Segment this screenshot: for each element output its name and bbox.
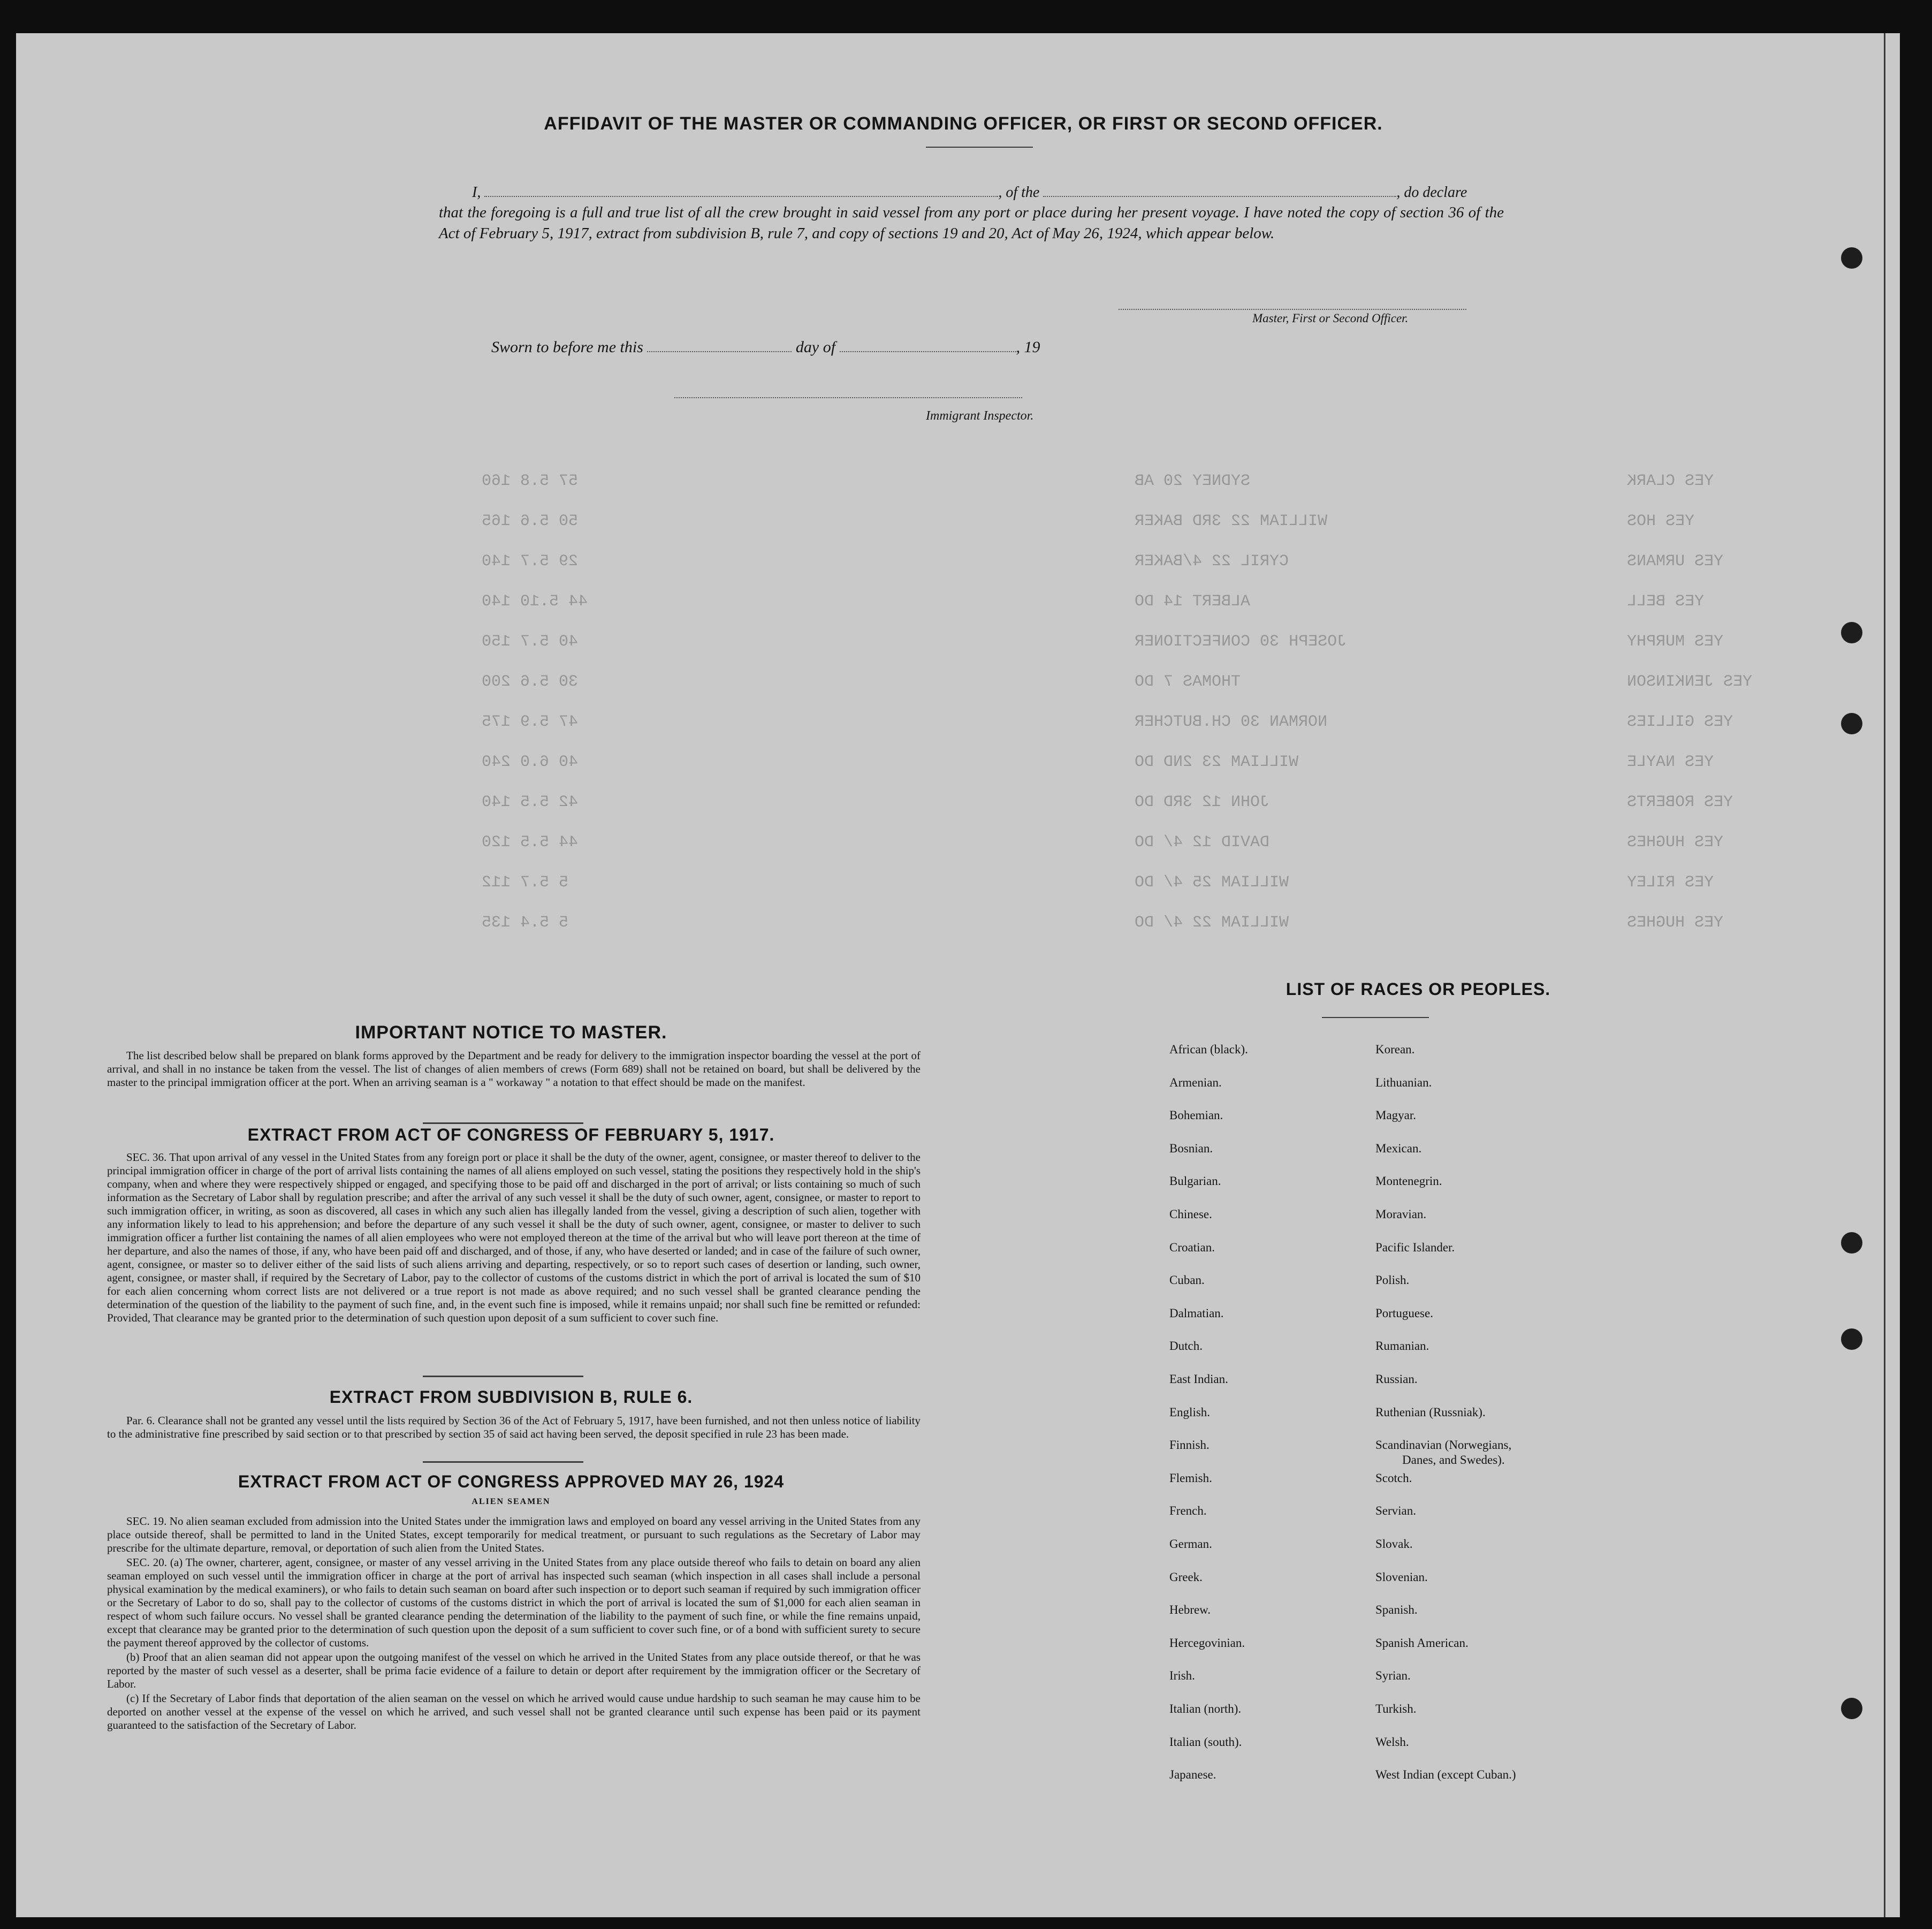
extract-1924-sec20a: SEC. 20. (a) The owner, charterer, agent, consignee, or master of any vessel arriving in the United States from any place outside thereof who fails to detain on board any alien seaman employed on such vessel until the immigration officer in charge at the port of arrival has inspected such seaman (which inspection in all cases shall include a personal physical examination by the medical examiners), or who fails to detain such seaman on board after such inspection or to deport such seaman if required by such immigration officer or the Secretary of Labor to do so, shall pay to the collector of customs of the customs district in which the port of arrival is located the sum of $1,000 for each alien seaman in respect of whom such failure occurs. No vessel shall be granted clearance pending the determination of the liability to the payment of such fine, or while the fine remains unpaid, except that clearance may be granted prior to the determination of such question upon the deposit of a sum sufficient to cover such fine, or of a bond with sufficient surety to secure the payment thereof approved by the collector of customs.: [107, 1556, 921, 1649]
bleed-through-text: WILLIAM 22 4/ DO: [1135, 914, 1289, 932]
notice-title: IMPORTANT NOTICE TO MASTER.: [355, 1022, 667, 1043]
bleed-through-text: 44 5.5 120: [482, 833, 579, 852]
manifest-page: [16, 33, 1900, 1917]
bleed-through-text: SYDNEY 20 AB: [1135, 472, 1251, 490]
extract-1924-title: EXTRACT FROM ACT OF CONGRESS APPROVED MAY 26, 1924: [238, 1472, 785, 1491]
notice-rule: [423, 1122, 583, 1124]
vessel-name-field[interactable]: [1043, 182, 1396, 197]
extract-rule6-text: Par. 6. Clearance shall not be granted any vessel until the lists required by Section 36 of the Act of February 5, 1917, have been furnished, and not then unless notice of liability to the administrative fine prescribed by said section or to that prescribed by section 35 of said act having been served, the deposit specified in rule 23 has been made.: [107, 1414, 921, 1440]
extract-1924-text: [107, 1515, 921, 1733]
sworn-line: [491, 337, 1040, 356]
race-item: Italian (south).: [1169, 1735, 1242, 1749]
bleed-through-text: 29 5.7 140: [482, 552, 579, 571]
bleed-through-text: WILLIAM 25 4/ DO: [1135, 874, 1289, 892]
right-margin-rule: [1884, 33, 1885, 1917]
extract-1924-subtitle: ALIEN SEAMEN: [471, 1497, 551, 1506]
race-item: Magyar.: [1375, 1108, 1417, 1122]
sworn-day-field[interactable]: [647, 337, 792, 352]
signature-line[interactable]: [1119, 309, 1466, 310]
bleed-through-text: 44 5.10 140: [482, 593, 588, 611]
race-item: Japanese.: [1169, 1768, 1216, 1782]
race-item: Polish.: [1375, 1273, 1410, 1287]
bleed-through-text: NORMAN 30 CH.BUTCHER: [1135, 713, 1328, 731]
bleed-through-text: YES HOS: [1627, 512, 1695, 530]
race-item: Bohemian.: [1169, 1108, 1223, 1122]
race-item: Welsh.: [1375, 1735, 1409, 1749]
race-item: Spanish.: [1375, 1603, 1418, 1617]
bleed-through-text: YES ROBERTS: [1627, 793, 1733, 811]
declarant-name-field[interactable]: [484, 182, 998, 197]
signature-label: Master, First or Second Officer.: [1252, 312, 1409, 325]
bleed-through-text: 40 5.7 150: [482, 633, 579, 651]
race-item: Scandinavian (Norwegians,: [1375, 1438, 1512, 1452]
race-item: Finnish.: [1169, 1438, 1210, 1452]
race-item: Slovak.: [1375, 1537, 1413, 1551]
race-item: Mexican.: [1375, 1141, 1422, 1155]
race-item: Turkish.: [1375, 1702, 1417, 1715]
race-item: Flemish.: [1169, 1471, 1212, 1485]
bleed-through-text: JOSEPH 30 CONFECTIONER: [1135, 633, 1347, 651]
inspector-signature-line[interactable]: [674, 397, 1022, 398]
punch-hole: [1841, 622, 1862, 643]
race-item: Spanish American.: [1375, 1636, 1469, 1650]
race-item: Slovenian.: [1375, 1570, 1428, 1584]
bleed-through-text: 57 5.8 160: [482, 472, 579, 490]
race-item: Russian.: [1375, 1372, 1418, 1386]
extract-1924-sec20c: (c) If the Secretary of Labor finds that deportation of the alien seaman on the vessel on which he arrived would cause undue hardship to such seaman he may cause him to be deported on another vessel at the expense of the vessel on which he arrived, and such vessel shall not be granted clearance until such expense has been paid or its payment guaranteed to the satisfaction of the Secretary of Labor.: [107, 1692, 921, 1731]
extract-1924-sec20b: (b) Proof that an alien seaman did not appear upon the outgoing manifest of the vessel on which he arrived in the United States from any place outside thereof, or that he was reported by the master of such vessel as a deserter, shall be prima facie evidence of a failure to detain or deport after requirement by the immigration officer or the Secretary of Labor.: [107, 1651, 921, 1690]
race-item: Scotch.: [1375, 1471, 1412, 1485]
bleed-through-text: ALBERT 14 DO: [1135, 593, 1251, 611]
declare-suffix: , do declare: [1396, 184, 1467, 201]
races-title: LIST OF RACES OR PEOPLES.: [1286, 979, 1551, 999]
race-item: Chinese.: [1169, 1207, 1212, 1221]
extract-1917-rule: [423, 1376, 583, 1377]
extract-rule6-title: EXTRACT FROM SUBDIVISION B, RULE 6.: [329, 1387, 693, 1407]
bleed-through-text: CYRIL 22 4/BAKER: [1135, 552, 1289, 571]
race-item: Rumanian.: [1375, 1339, 1429, 1353]
bleed-through-text: YES MURPHY: [1627, 633, 1724, 651]
extract-rule6-rule: [423, 1461, 583, 1463]
race-item: Armenian.: [1169, 1075, 1222, 1089]
race-item: Irish.: [1169, 1669, 1195, 1683]
race-item: German.: [1169, 1537, 1212, 1551]
race-item: Bosnian.: [1169, 1141, 1213, 1155]
race-item: Portuguese.: [1375, 1306, 1433, 1320]
race-item: West Indian (except Cuban.): [1375, 1768, 1516, 1782]
bleed-through-text: 42 5.5 140: [482, 793, 579, 811]
bleed-through-text: WILLIAM 23 2ND DO: [1135, 753, 1299, 771]
punch-hole: [1841, 1328, 1862, 1350]
race-item: African (black).: [1169, 1043, 1248, 1056]
sworn-day-of: day of: [795, 338, 836, 356]
race-item: East Indian.: [1169, 1372, 1228, 1386]
extract-1917-text: SEC. 36. That upon arrival of any vessel in the United States from any foreign port or place it shall be the duty of the owner, agent, consignee, or master thereof to deliver to the principal immigration officer in charge of the port of arrival lists containing the names of all aliens employed on such vessel, stating the positions they respectively hold in the ship's company, when and where they were respectively shipped or engaged, and specifying those to be paid off and discharged in the port of arrival; or lists containing so much of such information as the Secretary of Labor shall by regulation prescribe; and after the arrival of any such vessel it shall be the duty of such owner, agent, consignee, or master to report to such immigration officer, in writing, as soon as discovered, all cases in which any such alien has illegally landed from the vessel, giving a description of such alien, together with any information likely to lead to his apprehension; and before the departure of any such vessel it shall be the duty of such owner, agent, consignee, or master to deliver to such immigration officer a further list containing the names of all alien employees who were not employed thereon at the time of the arrival but who will leave port thereon at the time of her departure, and also the names of those, if any, who have been paid off and discharged, and of those, if any, who have deserted or landed; and in case of the failure of such owner, agent, consignee, or master so to deliver either of the said lists of such aliens arriving and departing, respectively, or so to report such cases of desertion or landing, such owner, agent, consignee, or master shall, if required by the Secretary of Labor, pay to the collector of customs of the customs district in which the port of arrival is located the sum of $10 for each alien concerning whom correct lists are not delivered or a true report is not made as above required; and no such vessel shall be granted clearance pending the determination of the question of the liability to the payment of such fine, and, in the event such fine is imposed, while it remains unpaid; nor shall such fine be remitted or refunded: Provided, That clearance may be granted prior to the determination of such question upon deposit of a sum sufficient to cover such fine.: [107, 1151, 921, 1324]
race-item: Croatian.: [1169, 1240, 1215, 1254]
race-item: Lithuanian.: [1375, 1075, 1432, 1089]
extract-1917-title: EXTRACT FROM ACT OF CONGRESS OF FEBRUARY 5, 1917.: [247, 1125, 775, 1144]
bleed-through-text: YES HUGHES: [1627, 833, 1724, 852]
race-item: Montenegrin.: [1375, 1174, 1442, 1188]
race-item: English.: [1169, 1405, 1211, 1419]
race-item: Servian.: [1375, 1504, 1417, 1518]
declare-prefix: I,: [472, 184, 481, 201]
sworn-year: , 19: [1016, 338, 1040, 356]
bleed-through-text: 5 5.7 112: [482, 874, 569, 892]
race-item: French.: [1169, 1504, 1207, 1518]
bleed-through-text: 30 5.6 200: [482, 673, 579, 691]
punch-hole: [1841, 247, 1862, 269]
race-item: Bulgarian.: [1169, 1174, 1221, 1188]
inspector-label: Immigrant Inspector.: [926, 409, 1034, 423]
bleed-through-text: 47 5.9 175: [482, 713, 579, 731]
bleed-through-text: YES RILEY: [1627, 874, 1714, 892]
bleed-through-text: YES GILLIES: [1627, 713, 1733, 731]
race-item: Cuban.: [1169, 1273, 1205, 1287]
affidavit-title-rule: [926, 147, 1033, 148]
bleed-through-text: WILLIAM 22 3RD BAKER: [1135, 512, 1328, 530]
race-item: Dalmatian.: [1169, 1306, 1224, 1320]
bleed-through-text: 50 5.6 165: [482, 512, 579, 530]
affidavit-title: AFFIDAVIT OF THE MASTER OR COMMANDING OFFICER, OR FIRST OR SECOND OFFICER.: [544, 113, 1383, 134]
race-item: Italian (north).: [1169, 1702, 1242, 1715]
race-item: Korean.: [1375, 1043, 1415, 1056]
race-item: Greek.: [1169, 1570, 1203, 1584]
bleed-through-text: 5 5.4 135: [482, 914, 569, 932]
punch-hole: [1841, 1232, 1862, 1254]
race-item: Moravian.: [1375, 1207, 1427, 1221]
sworn-month-field[interactable]: [840, 337, 1016, 352]
bleed-through-text: YES CLARK: [1627, 472, 1714, 490]
notice-text: The list described below shall be prepared on blank forms approved by the Department and be ready for delivery to the immigration inspector boarding the vessel at the port of arrival, and shall in no instance be taken from the vessel. The list of changes of alien members of crews (Form 689) shall not be retained on board, but shall be delivered by the master to the principal immigration officer at the port. When an arriving seaman is a " workaway " a notation to that effect should be made on the manifest.: [107, 1049, 921, 1089]
bleed-through-text: THOMAS 7 DO: [1135, 673, 1241, 691]
punch-hole: [1841, 713, 1862, 734]
bleed-through-text: YES BELL: [1627, 593, 1705, 611]
races-rule: [1322, 1017, 1429, 1018]
punch-hole: [1841, 1698, 1862, 1719]
bleed-through-text: YES JENKINSON: [1627, 673, 1753, 691]
affidavit-text: that the foregoing is a full and true list of all the crew brought in said vessel from any port or place during her present voyage. I have noted the copy of section 36 of the Act of February 5, 1917, extract from subdivision B, rule 7, and copy of sections 19 and 20, Act of May 26, 1924, which appear below.: [439, 204, 1504, 242]
sworn-prefix: Sworn to before me this: [491, 338, 643, 356]
bleed-through-text: DAVID 12 4/ DO: [1135, 833, 1270, 852]
bleed-through-text: 40 6.0 240: [482, 753, 579, 771]
extract-1924-sec19: SEC. 19. No alien seaman excluded from admission into the United States under the immigration laws and employed on board any vessel arriving in the United States from any place outside thereof, shall be permitted to land in the United States, except temporarily for medical treatment, or pursuant to such regulations as the Secretary of Labor may prescribe for the ultimate departure, removal, or deportation of such alien from the United States.: [107, 1515, 921, 1554]
affidavit-declaration-line: [472, 182, 1505, 201]
race-item: Dutch.: [1169, 1339, 1203, 1353]
bleed-through-text: YES HUGHES: [1627, 914, 1724, 932]
race-item-continuation: Danes, and Swedes).: [1402, 1453, 1505, 1467]
bleed-through-text: JOHN 12 3RD DO: [1135, 793, 1270, 811]
race-item: Pacific Islander.: [1375, 1240, 1455, 1254]
bleed-through-text: YES NAYLE: [1627, 753, 1714, 771]
race-item: Ruthenian (Russniak).: [1375, 1405, 1486, 1419]
race-item: Hercegovinian.: [1169, 1636, 1245, 1650]
race-item: Hebrew.: [1169, 1603, 1211, 1617]
bleed-through-text: YES URMANS: [1627, 552, 1724, 571]
race-item: Syrian.: [1375, 1669, 1411, 1683]
declare-of-the: , of the: [998, 184, 1040, 201]
